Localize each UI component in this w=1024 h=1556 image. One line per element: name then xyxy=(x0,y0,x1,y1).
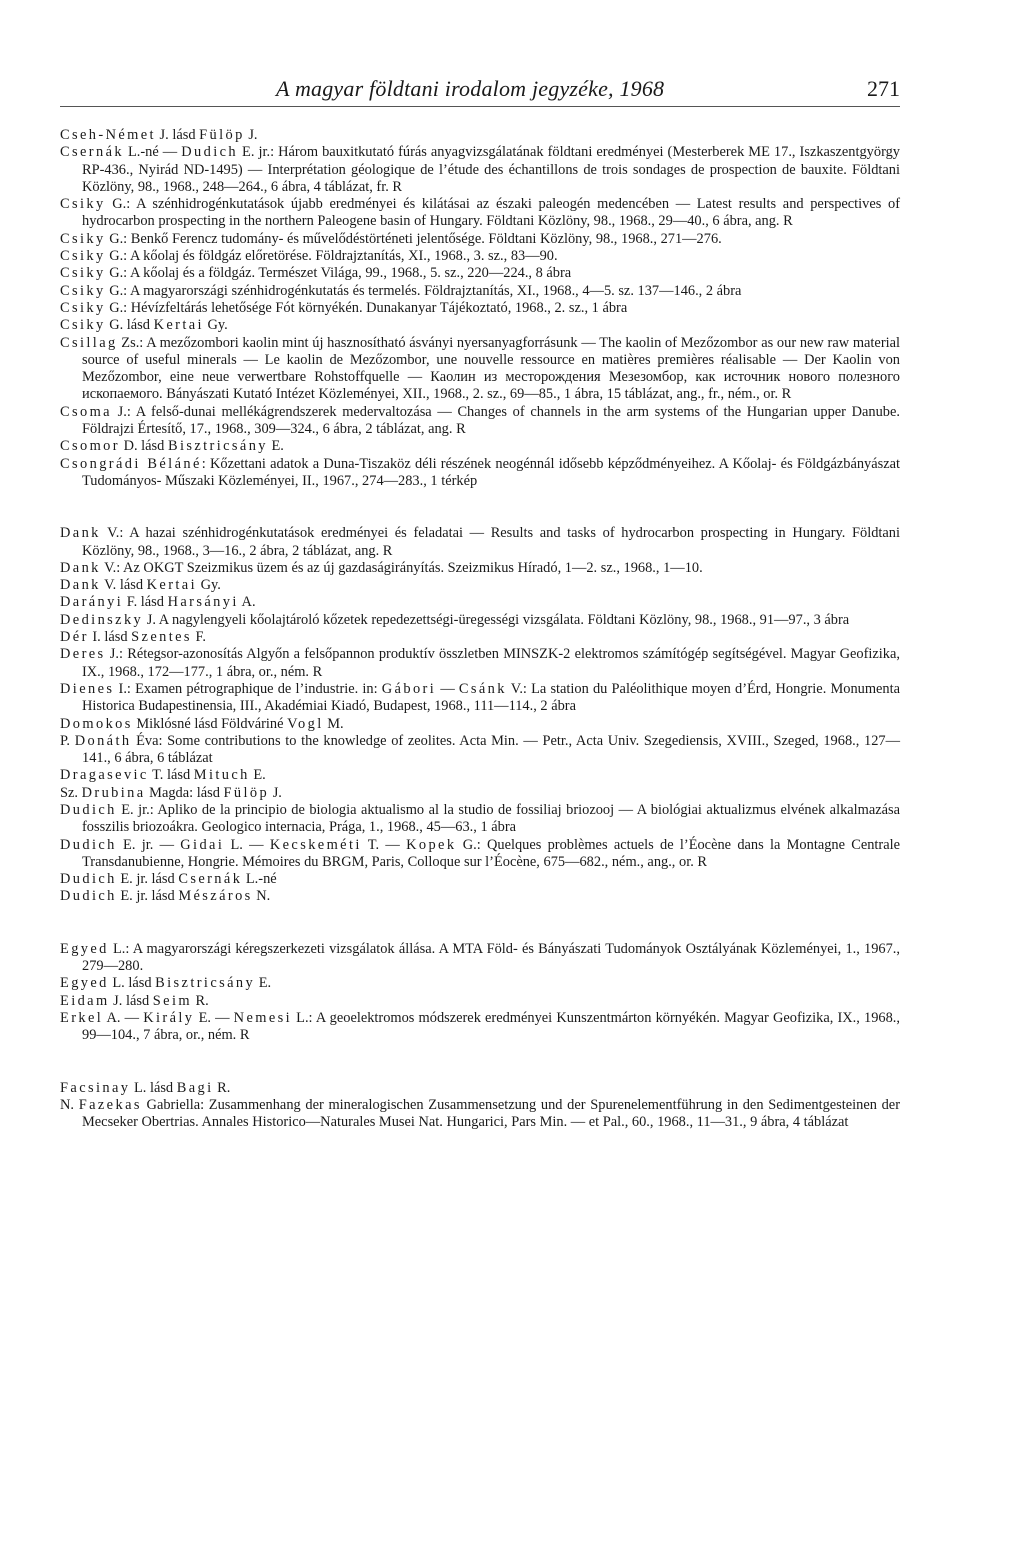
header-rule xyxy=(60,106,900,107)
bibliography-entry xyxy=(60,767,900,784)
entry-group xyxy=(60,525,900,906)
author-name: Dudich xyxy=(60,836,117,853)
author-name: Dudich xyxy=(60,888,117,905)
author-name: Csiky xyxy=(60,317,106,334)
entry-text: P. xyxy=(60,732,75,749)
author-name: Csiky xyxy=(60,248,106,265)
entry-text: E. jr. — xyxy=(116,836,181,853)
bibliography-entry xyxy=(60,438,900,455)
author-name: Csomor xyxy=(60,438,120,455)
author-name: Dienes xyxy=(60,680,115,697)
entry-text: L.-né — xyxy=(123,144,182,161)
entry-text: V.: La station du Paléolithique moyen d’Érd, Hongrie. Monumenta Historica Budapestinensia, III., Akadémiai Kiadó, Budapest, 1968., 111—114., 2 ábra xyxy=(82,680,901,715)
entry-text: G.: Hévízfeltárás lehetősége Fót környékén. Dunakanyar Tájékoztató, 1968., 2. sz., 1 ábra xyxy=(105,299,628,316)
bibliography-entry xyxy=(60,127,900,144)
author-name: Gábori xyxy=(381,680,437,697)
bibliography-entry xyxy=(60,888,900,905)
author-name: Bagi xyxy=(176,1079,214,1096)
entry-text: Miklósné lásd Földváriné xyxy=(132,715,288,732)
bibliography-entry xyxy=(60,646,900,681)
entry-text: J. xyxy=(269,784,282,801)
author-name: Eidam xyxy=(60,992,110,1009)
author-name: Harsányi xyxy=(167,594,239,611)
author-name: Kertai xyxy=(153,317,204,334)
entry-text: G.: A szénhidrogénkutatások újabb eredményei és kilátásai az északi paleogén medencében — Latest results and perspectives of hydrocarbon prospecting in the northern Paleogene basin of Hungary. Földtani Közlöny, 98., 1968., 29—40., 6 ábra, ang. R xyxy=(82,196,900,230)
page-header xyxy=(60,70,900,110)
author-name: Csiky xyxy=(60,282,106,299)
author-name: Fülöp xyxy=(223,784,270,801)
entry-text: F. lásd xyxy=(123,594,168,611)
author-name: Csillag xyxy=(60,334,118,351)
entry-text: L. — xyxy=(224,836,270,853)
bibliography-entry xyxy=(60,681,900,716)
entry-text: I. lásd xyxy=(88,629,132,646)
author-name: Deres xyxy=(60,646,106,663)
author-name: Fazekas xyxy=(78,1096,142,1113)
entry-text: J. lásd xyxy=(155,127,200,143)
entry-text: N. xyxy=(252,888,271,905)
author-name: Csernák xyxy=(178,871,243,888)
entry-text: E. jr. lásd xyxy=(116,871,179,888)
entry-text: T. lásd xyxy=(148,767,194,784)
author-name: Mészáros xyxy=(178,888,253,905)
entry-text: — xyxy=(436,680,459,697)
author-name: Cseh-Német xyxy=(60,127,156,143)
bibliography-entry xyxy=(60,231,900,248)
author-name: Szentes xyxy=(131,629,192,646)
bibliography-entry xyxy=(60,1080,900,1097)
author-name: Drubina xyxy=(81,784,146,801)
author-name: Gidai xyxy=(180,836,225,853)
entry-text: A. xyxy=(238,594,256,611)
entry-text: : Kőzettani adatok a Duna-Tiszaköz déli részének neogénnál idősebb képződményeihez. A Kőolaj- és Földgázbányászat Tudományos- Műszaki Közleményei, II., 1967., 274—283., 1 térkép xyxy=(82,455,900,489)
entry-text: L. lásd xyxy=(108,975,156,992)
bibliography-list xyxy=(60,127,900,1166)
entry-text: D. lásd xyxy=(119,438,168,455)
author-name: Csiky xyxy=(60,265,106,282)
entry-text: G.: Quelques problèmes actuels de l’Éocène dans la Montagne Centrale Transdanubienne, Hongrie. Mémoires du BRGM, Paris, Colloque sur l’Éocène, 675—682., ném., ang., or. R xyxy=(82,836,900,870)
bibliography-page xyxy=(60,70,900,1540)
entry-text: M. xyxy=(323,715,344,732)
bibliography-entry xyxy=(60,1097,900,1132)
entry-text: V. lásd xyxy=(100,577,147,594)
entry-text: L. lásd xyxy=(130,1079,177,1096)
bibliography-entry xyxy=(60,577,900,594)
author-name: Facsinay xyxy=(60,1079,131,1096)
author-name: Egyed xyxy=(60,975,109,992)
bibliography-entry xyxy=(60,283,900,300)
entry-text: R. xyxy=(213,1079,231,1096)
entry-group xyxy=(60,941,900,1045)
author-name: Csiky xyxy=(60,299,106,316)
entry-text: J. xyxy=(244,127,258,143)
entry-text: L.: A magyarországi kéregszerkezeti vizsgálatok állása. A MTA Föld- és Bányászati Tudományok Osztályának Közleményei, 1., 1967., 279—280. xyxy=(82,940,900,975)
entry-text: E. xyxy=(267,438,284,455)
entry-text: Gy. xyxy=(197,577,221,594)
entry-text: Magda: lásd xyxy=(145,784,224,801)
author-name: Erkel xyxy=(60,1009,104,1026)
running-title: A magyar földtani irodalom jegyzéke, 1968 xyxy=(276,76,665,101)
entry-group xyxy=(60,127,900,490)
author-name: Kecskeméti xyxy=(269,836,362,853)
entry-text: Gabriella: Zusammenhang der mineralogischen Zusammensetzung und der Spurenelementführung in den Sedimentgesteinen der Mecseker Obertrias. Annales Historico—Naturales Musei Nat. Hungarici, Pars Min. — et Pal., 60., 1968., 11—31., 9 ábra, 4 táblázat xyxy=(82,1096,900,1131)
entry-text: G.: A kőolaj és a földgáz. Természet Világa, 99., 1968., 5. sz., 220—224., 8 ábra xyxy=(105,265,572,282)
author-name: Donáth xyxy=(74,732,132,749)
entry-text: N. xyxy=(60,1096,79,1113)
author-name: Dank xyxy=(60,525,101,542)
bibliography-entry xyxy=(60,785,900,802)
entry-text: J.: A felső-dunai mellékágrendszerek medervaltozása — Changes of channels in the arm systems of the Hungarian upper Danube. Földrajzi Értesítő, 17., 1968., 309—324., 6 ábra, 2 táblázat, ang. R xyxy=(82,403,900,438)
bibliography-entry xyxy=(60,196,900,231)
entry-text: E. jr.: Apliko de la principio de biologia aktualismo al la studio de fossiliaj briozooj — A biológiai aktualizmus elvének alkalmazása fosszilis briozoákra. Geologico internacia, Prága, 1., 1968., 45—63., 1 ábra xyxy=(82,801,900,836)
bibliography-entry xyxy=(60,456,900,491)
entry-text: G.: A kőolaj és földgáz előretörése. Földrajztanítás, XI., 1968., 3. sz., 83—90. xyxy=(105,248,558,265)
bibliography-entry xyxy=(60,941,900,976)
bibliography-entry xyxy=(60,612,900,629)
entry-text: E. jr. lásd xyxy=(116,888,179,905)
author-name: Seim xyxy=(152,992,192,1009)
entry-group xyxy=(60,1080,900,1132)
bibliography-entry xyxy=(60,594,900,611)
author-name: Vogl xyxy=(287,715,324,732)
author-name: Bisztricsány xyxy=(155,975,256,992)
author-name: Csiky xyxy=(60,196,106,213)
entry-text: Gy. xyxy=(203,317,228,334)
entry-text: Sz. xyxy=(60,784,82,801)
entry-text: T. — xyxy=(361,836,407,853)
author-name: Nemesi xyxy=(233,1009,293,1026)
author-name: Kertai xyxy=(146,577,197,594)
bibliography-entry xyxy=(60,317,900,334)
author-name: Domokos xyxy=(60,715,133,732)
author-name: Csiky xyxy=(60,230,106,247)
entry-text: J.: Rétegsor-azonosítás Algyőn a felsőpannon produktív összletben MINSZK-2 elektromos számítógép segítségével. Magyar Geofizika, IX., 1968., 172—177., 1 ábra, or., ném. R xyxy=(82,646,900,680)
entry-text: V.: A hazai szénhidrogénkutatások eredményei és feladatai — Results and tasks of hydrocarbon prospecting in Hungary. Földtani Közlöny, 98., 1968., 3—16., 2 ábra, 2 táblázat, ang. R xyxy=(82,525,900,559)
author-name: Darányi xyxy=(60,594,124,611)
entry-text: F. xyxy=(191,629,206,646)
bibliography-entry xyxy=(60,525,900,560)
entry-text: E. — xyxy=(194,1009,234,1026)
author-name: Csernák xyxy=(60,144,124,161)
page-number: 271 xyxy=(867,76,900,101)
entry-text: G.: A magyarországi szénhidrogénkutatás és termelés. Földrajztanítás, XI., 1968., 4—5. sz. 137—146., 2 ábra xyxy=(105,282,742,299)
bibliography-entry xyxy=(60,560,900,577)
bibliography-entry xyxy=(60,1010,900,1045)
entry-text: Éva: Some contributions to the knowledge of zeolites. Acta Min. — Petr., Acta Univ. Szegediensis, XVIII., Szeged, 1968., 127—141., 6 ábra, 6 táblázat xyxy=(82,732,900,767)
author-name: Fülöp xyxy=(199,127,245,143)
author-name: Csoma xyxy=(60,403,112,420)
bibliography-entry xyxy=(60,993,900,1010)
entry-text: R. xyxy=(191,992,209,1009)
bibliography-entry xyxy=(60,802,900,837)
bibliography-entry xyxy=(60,335,900,404)
entry-text: A. — xyxy=(103,1009,144,1026)
bibliography-entry xyxy=(60,629,900,646)
entry-text: J. lásd xyxy=(109,992,153,1009)
author-name: Dragasevic xyxy=(60,767,149,784)
author-name: Dudich xyxy=(181,144,239,161)
bibliography-entry xyxy=(60,265,900,282)
author-name: Csongrádi Béláné xyxy=(60,455,202,472)
entry-text: E. jr.: Három bauxitkutató fúrás anyagvizsgálatának földtani eredményei (Mesterberek ME 17., Iszkaszentgyörgy RP-436., Nyirád ND-1495) — Interprétation géologique de l’étude des échantillons de trois sondages de prospection de bauxite. Földtani Közlöny, 98., 1968., 248—264., 6 ábra, 4 táblázat, fr. R xyxy=(82,144,900,195)
bibliography-entry xyxy=(60,144,900,196)
bibliography-entry xyxy=(60,248,900,265)
bibliography-entry xyxy=(60,733,900,768)
author-name: Egyed xyxy=(60,940,109,957)
bibliography-entry xyxy=(60,871,900,888)
author-name: Dudich xyxy=(60,871,117,888)
entry-text: V.: Az OKGT Szeizmikus üzem és az új gazdaságirányítás. Szeizmikus Híradó, 1—2. sz., 1968., 1—10. xyxy=(100,559,703,576)
entry-text: J. A nagylengyeli kőolajtároló kőzetek repedezettségi-üregességi vizsgálata. Földtani Közlöny, 98., 1968., 91—97., 3 ábra xyxy=(143,611,850,628)
author-name: Dudich xyxy=(60,801,117,818)
author-name: Dér xyxy=(60,629,89,646)
author-name: Dedinszky xyxy=(60,611,144,628)
bibliography-entry xyxy=(60,716,900,733)
author-name: Király xyxy=(143,1009,195,1026)
author-name: Dank xyxy=(60,577,101,594)
author-name: Dank xyxy=(60,559,101,576)
entry-text: L.: A geoelektromos módszerek eredményei Kunszentmárton környékén. Magyar Geofizika, IX., 1968., 99—104., 7 ábra, or., ném. R xyxy=(82,1009,900,1044)
bibliography-entry xyxy=(60,975,900,992)
entry-text: G. lásd xyxy=(105,317,154,334)
entry-text: L.-né xyxy=(242,871,277,888)
bibliography-entry xyxy=(60,300,900,317)
bibliography-entry xyxy=(60,404,900,439)
author-name: Csánk xyxy=(458,680,507,697)
entry-text: E. xyxy=(249,767,266,784)
entry-text: E. xyxy=(255,975,272,992)
entry-text: G.: Benkő Ferencz tudomány- és művelődéstörténeti jelentősége. Földtani Közlöny, 98., 1968., 271—276. xyxy=(105,230,722,247)
author-name: Bisztricsány xyxy=(167,438,268,455)
author-name: Mituch xyxy=(193,767,250,784)
entry-text: I.: Examen pétrographique de l’industrie. in: xyxy=(114,680,382,697)
author-name: Kopek xyxy=(406,836,457,853)
entry-text: Zs.: A mezőzombori kaolin mint új hasznosítható ásványi nyersanyagforrásunk — The kaolin of Mezőzombor as our new raw material source of useful minerals — Le kaolin de Mezőzombor, une nouvelle ressource en matières premières réalisable — Der Kaolin von Mezőzombor, eine neue verwertbare Rohstoffquelle — Каолин из месторождения Мезезомбор, как источник нового полезного ископаемого. Bányászati Kutató Intézet Közleményei, XII., 1968., 2. sz., 69—85., 1 ábra, 15 táblázat, ang., fr., ném., or. R xyxy=(82,334,900,403)
bibliography-entry xyxy=(60,837,900,872)
